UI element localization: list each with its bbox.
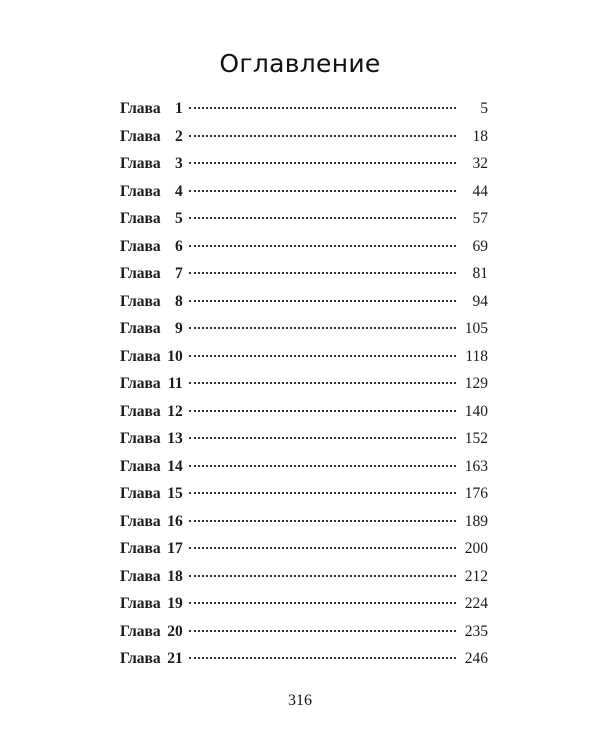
chapter-word: Глава — [120, 375, 161, 392]
chapter-word: Глава — [120, 127, 161, 145]
chapter-label — [120, 513, 183, 531]
dot-leader — [189, 657, 456, 659]
chapter-number: 19 — [167, 595, 183, 612]
chapter-page-number: 129 — [464, 375, 488, 392]
dot-leader — [189, 217, 456, 219]
chapter-number: 9 — [174, 320, 183, 337]
chapter-number: 21 — [167, 650, 183, 667]
chapter-label — [120, 540, 183, 558]
toc-entry — [120, 348, 488, 376]
chapter-page-number: 163 — [464, 457, 488, 475]
chapter-number: 8 — [174, 292, 183, 310]
chapter-label — [120, 183, 183, 201]
chapter-label — [120, 100, 183, 118]
chapter-number: 3 — [174, 155, 183, 172]
dot-leader — [189, 437, 456, 439]
toc-entry — [120, 375, 488, 403]
chapter-label — [120, 128, 183, 146]
toc-entry — [120, 238, 488, 266]
chapter-number: 15 — [167, 485, 183, 502]
page-title: Оглавление — [219, 48, 381, 78]
dot-leader — [189, 272, 456, 274]
chapter-word: Глава — [120, 210, 161, 227]
chapter-number: 1 — [174, 100, 183, 117]
toc-entry — [120, 430, 488, 458]
toc-entry — [120, 623, 488, 651]
chapter-number: 6 — [174, 237, 183, 255]
chapter-page-number: 81 — [472, 265, 488, 282]
dot-leader — [189, 355, 456, 357]
chapter-page-number: 57 — [472, 210, 488, 227]
chapter-word: Глава — [120, 182, 161, 200]
chapter-page-number: 44 — [472, 182, 488, 200]
chapter-label — [120, 375, 183, 393]
dot-leader — [189, 107, 456, 109]
chapter-word: Глава — [120, 430, 161, 447]
chapter-page-number: 224 — [464, 595, 488, 612]
chapter-number: 4 — [174, 182, 183, 200]
dot-leader — [189, 465, 456, 467]
chapter-page-number: 140 — [464, 402, 488, 420]
chapter-page-number: 18 — [472, 127, 488, 145]
dot-leader — [189, 300, 456, 302]
chapter-page-number: 69 — [472, 237, 488, 255]
chapter-word: Глава — [120, 292, 161, 310]
chapter-label — [120, 595, 183, 613]
chapter-page-number: 200 — [464, 540, 488, 557]
toc-entry — [120, 513, 488, 541]
chapter-number: 17 — [167, 540, 183, 557]
dot-leader — [189, 520, 456, 522]
chapter-word: Глава — [120, 650, 161, 667]
toc-entry — [120, 183, 488, 211]
chapter-page-number: 212 — [464, 567, 488, 585]
chapter-page-number: 32 — [472, 155, 488, 172]
chapter-word: Глава — [120, 100, 161, 117]
chapter-number: 2 — [174, 127, 183, 145]
chapter-word: Глава — [120, 512, 161, 530]
toc-entry — [120, 320, 488, 348]
chapter-number: 18 — [167, 567, 183, 585]
chapter-number: 12 — [167, 402, 183, 420]
chapter-label — [120, 348, 183, 366]
dot-leader — [189, 492, 456, 494]
chapter-label — [120, 568, 183, 586]
chapter-number: 7 — [174, 265, 183, 282]
chapter-label — [120, 458, 183, 476]
chapter-word: Глава — [120, 402, 161, 420]
dot-leader — [189, 327, 456, 329]
chapter-word: Глава — [120, 457, 161, 475]
toc-entry — [120, 650, 488, 678]
chapter-label — [120, 155, 183, 173]
chapter-word: Глава — [120, 622, 161, 640]
chapter-number: 11 — [168, 375, 183, 392]
chapter-label — [120, 210, 183, 228]
dot-leader — [189, 190, 456, 192]
chapter-label — [120, 265, 183, 283]
chapter-word: Глава — [120, 485, 161, 502]
chapter-page-number: 152 — [464, 430, 488, 447]
chapter-word: Глава — [120, 237, 161, 255]
chapter-page-number: 189 — [464, 512, 488, 530]
toc-entry — [120, 540, 488, 568]
chapter-number: 16 — [167, 512, 183, 530]
chapter-number: 20 — [167, 622, 183, 640]
dot-leader — [189, 547, 456, 549]
chapter-page-number: 5 — [480, 100, 488, 117]
dot-leader — [189, 410, 456, 412]
dot-leader — [189, 575, 456, 577]
dot-leader — [189, 135, 456, 137]
toc-entry — [120, 403, 488, 431]
chapter-label — [120, 650, 183, 668]
table-of-contents — [120, 100, 488, 678]
toc-entry — [120, 128, 488, 156]
chapter-word: Глава — [120, 320, 161, 337]
chapter-word: Глава — [120, 155, 161, 172]
toc-entry — [120, 458, 488, 486]
chapter-word: Глава — [120, 347, 161, 365]
chapter-word: Глава — [120, 540, 161, 557]
chapter-number: 14 — [167, 457, 183, 475]
chapter-page-number: 235 — [464, 622, 488, 640]
chapter-word: Глава — [120, 265, 161, 282]
toc-entry — [120, 100, 488, 128]
chapter-label — [120, 403, 183, 421]
chapter-word: Глава — [120, 595, 161, 612]
chapter-number: 5 — [174, 210, 183, 227]
chapter-label — [120, 623, 183, 641]
chapter-page-number: 176 — [464, 485, 488, 502]
chapter-label — [120, 485, 183, 503]
chapter-label — [120, 430, 183, 448]
chapter-number: 13 — [167, 430, 183, 447]
dot-leader — [189, 162, 456, 164]
toc-entry — [120, 568, 488, 596]
chapter-number: 10 — [167, 347, 183, 365]
page-number: 316 — [288, 692, 312, 709]
dot-leader — [189, 382, 456, 384]
chapter-label — [120, 320, 183, 338]
toc-entry — [120, 293, 488, 321]
chapter-label — [120, 238, 183, 256]
chapter-page-number: 118 — [465, 347, 488, 365]
dot-leader — [189, 602, 456, 604]
chapter-label — [120, 293, 183, 311]
toc-entry — [120, 595, 488, 623]
chapter-word: Глава — [120, 567, 161, 585]
toc-entry — [120, 155, 488, 183]
dot-leader — [189, 245, 456, 247]
dot-leader — [189, 630, 456, 632]
toc-entry — [120, 485, 488, 513]
chapter-page-number: 246 — [464, 650, 488, 667]
toc-entry — [120, 210, 488, 238]
chapter-page-number: 94 — [472, 292, 488, 310]
chapter-page-number: 105 — [464, 320, 488, 337]
toc-entry — [120, 265, 488, 293]
